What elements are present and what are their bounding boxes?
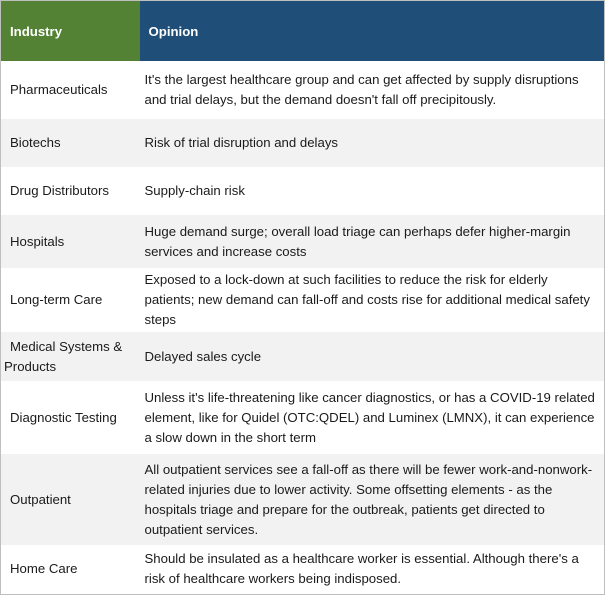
industry-cell: Hospitals xyxy=(1,215,140,268)
industry-cell: Home Care xyxy=(1,545,140,594)
industry-cell: Long-term Care xyxy=(1,268,140,332)
industry-cell: Biotechs xyxy=(1,119,140,167)
table-row xyxy=(1,545,605,594)
table-row xyxy=(1,119,605,167)
table-row xyxy=(1,167,605,215)
opinion-cell: Should be insulated as a healthcare worker is essential. Although there's a risk of healthcare workers being indisposed. xyxy=(140,545,605,594)
table-row xyxy=(1,61,605,119)
table-row xyxy=(1,332,605,381)
opinion-cell: Exposed to a lock-down at such facilities to reduce the risk for elderly patients; new demand can fall-off and costs rise for additional medical safety steps xyxy=(140,268,605,332)
opinion-cell: Risk of trial disruption and delays xyxy=(140,119,605,167)
table-row xyxy=(1,454,605,545)
header-opinion: Opinion xyxy=(140,1,605,62)
opinion-cell: It's the largest healthcare group and can get affected by supply disruptions and trial delays, but the demand doesn't fall off precipitously. xyxy=(140,61,605,119)
industry-cell: Outpatient xyxy=(1,454,140,545)
industry-cell: Drug Distributors xyxy=(1,167,140,215)
opinion-cell: Delayed sales cycle xyxy=(140,332,605,381)
industry-cell: Pharmaceuticals xyxy=(1,61,140,119)
opinion-cell: Unless it's life-threatening like cancer diagnostics, or has a COVID-19 related element, like for Quidel (OTC:QDEL) and Luminex (LMNX), it can experience a slow down in the short term xyxy=(140,381,605,454)
opinion-cell: Huge demand surge; overall load triage can perhaps defer higher-margin services and increase costs xyxy=(140,215,605,268)
opinion-cell: Supply-chain risk xyxy=(140,167,605,215)
header-row xyxy=(1,1,605,62)
industry-cell-text: Medical Systems & Products xyxy=(4,338,123,374)
table-row xyxy=(1,215,605,268)
table-row xyxy=(1,381,605,454)
industry-cell xyxy=(1,332,140,381)
industry-cell: Diagnostic Testing xyxy=(1,381,140,454)
opinion-cell: All outpatient services see a fall-off as there will be fewer work-and-nonwork-related injuries due to lower activity. Some offsetting elements - as the hospitals triage and prepare for the outbreak, patients get directed to outpatient services. xyxy=(140,454,605,545)
table-row xyxy=(1,268,605,332)
header-industry: Industry xyxy=(1,1,140,62)
